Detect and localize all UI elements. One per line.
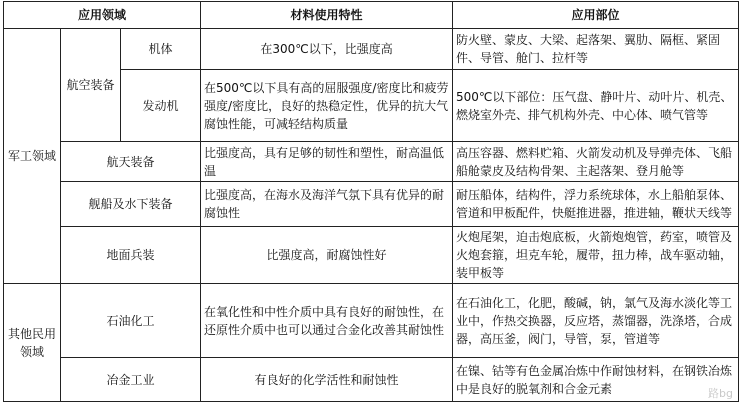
aviation-label: 航空装备	[61, 29, 121, 142]
engine-parts: 500℃以下部位：压气盘、静叶片、动叶片、机壳、燃烧室外壳、排气机构外壳、中心体、喷气管等	[453, 70, 739, 142]
airframe-properties: 在300℃以下，比强度高	[201, 29, 453, 70]
ship-name: 舰船及水下装备	[61, 182, 201, 227]
header-domain: 应用领域	[4, 2, 201, 29]
ship-properties: 比强度高，在海水及海洋气氛下具有优异的耐腐蚀性	[201, 182, 453, 227]
table-row	[4, 227, 739, 284]
header-parts: 应用部位	[453, 2, 739, 29]
ground-parts: 火炮尾架，迫击炮底板，火箭炮炮管，药室，喷管及火炮套箍，坦克车轮，履带，扭力棒，战车驱动轴，装甲板等	[453, 227, 739, 284]
ground-properties: 比强度高，耐腐蚀性好	[201, 227, 453, 284]
ship-parts: 耐压船体，结构件，浮力系统球体，水上船舶泵体、管道和甲板配件，快艇推进器，推进轴，鞭状天线等	[453, 182, 739, 227]
table-row	[4, 358, 739, 402]
airframe-parts: 防火壁、蒙皮、大梁、起落架、翼肋、隔框、紧固件、导管、舱门、拉杆等	[453, 29, 739, 70]
metallurgy-properties: 有良好的化学活性和耐蚀性	[201, 358, 453, 402]
table-row	[4, 29, 739, 70]
petro-parts: 在石油化工，化肥，酸碱，钠，氯气及海水淡化等工业中，作热交换器，反应塔，蒸馏器，洗涤塔，合成器，高压釜，阀门，导管，泵，管道等	[453, 284, 739, 358]
civil-domain-label: 其他民用领域	[4, 284, 61, 402]
engine-name: 发动机	[121, 70, 201, 142]
engine-properties: 在500℃以下具有高的屈服强度/密度比和疲劳强度/密度比，良好的热稳定性，优异的抗大气腐蚀性能，可减轻结构质量	[201, 70, 453, 142]
airframe-name: 机体	[121, 29, 201, 70]
table-row	[4, 142, 739, 182]
table-wrapper	[3, 1, 739, 402]
ground-name: 地面兵装	[61, 227, 201, 284]
metallurgy-parts: 在镍、钴等有色金属冶炼中作耐蚀材料，在钢铁冶炼中是良好的脱氧剂和合金元素	[453, 358, 739, 402]
space-parts: 高压容器、燃料贮箱、火箭发动机及导弹壳体、飞船船舱蒙皮及结构骨架、主起落架、登月舱等	[453, 142, 739, 182]
space-properties: 比强度高，具有足够的韧性和塑性，耐高温低温	[201, 142, 453, 182]
petro-properties: 在氧化性和中性介质中具有良好的耐蚀性，在还原性介质中也可以通过合金化改善其耐蚀性	[201, 284, 453, 358]
military-domain-label: 军工领域	[4, 29, 61, 284]
header-properties: 材料使用特性	[201, 2, 453, 29]
table-row	[4, 182, 739, 227]
titanium-application-table	[3, 1, 739, 402]
petro-name: 石油化工	[61, 284, 201, 358]
header-row	[4, 2, 739, 29]
space-name: 航天装备	[61, 142, 201, 182]
watermark: 路bg	[708, 387, 733, 400]
metallurgy-name: 冶金工业	[61, 358, 201, 402]
table-row	[4, 284, 739, 358]
